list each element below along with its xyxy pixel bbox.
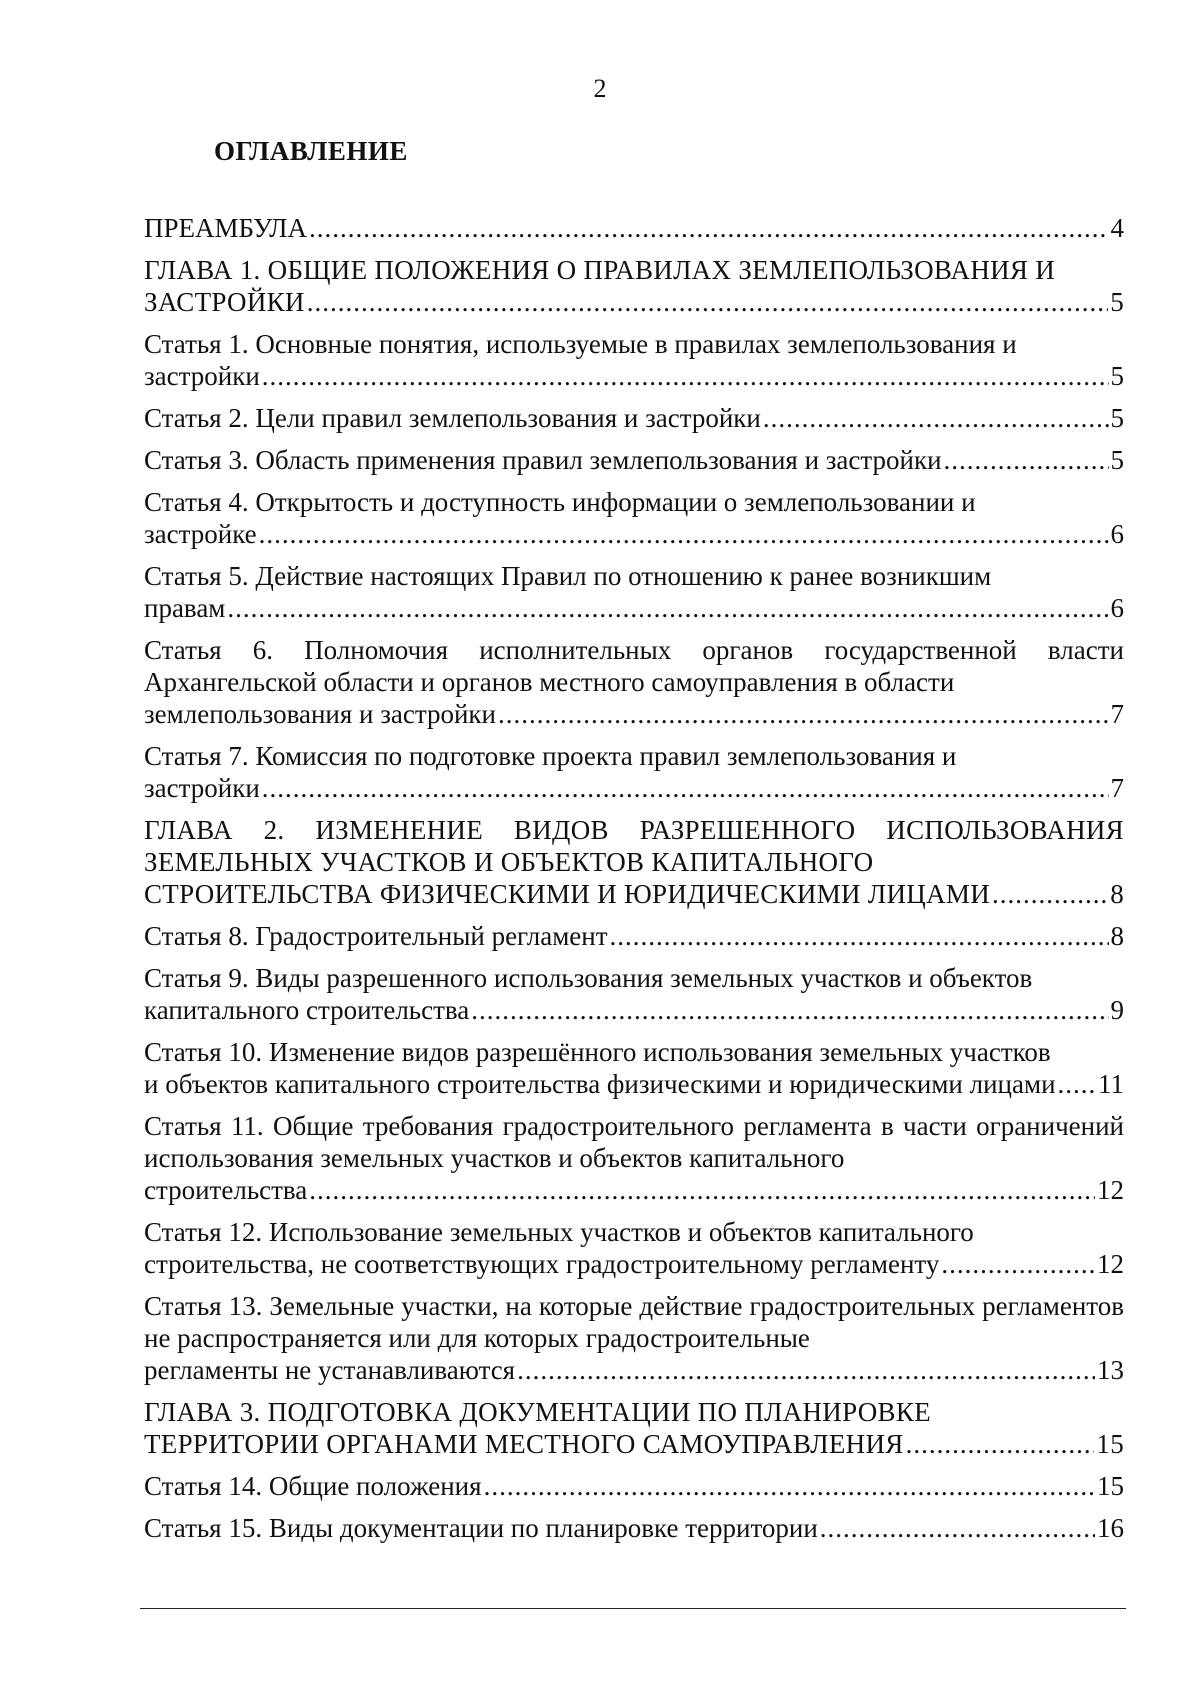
toc-entry-text-end: строительства [144,1175,308,1205]
toc-entry-line [144,1174,1124,1206]
toc-page-number: 9 [1110,995,1124,1025]
dot-leader [820,1512,1095,1544]
toc-entry-line [144,1512,1124,1544]
dot-leader [610,920,1109,952]
dot-leader [944,444,1109,476]
toc-entry[interactable] [144,1290,1124,1386]
toc-entry-text-end: Статья 3. Область применения правил землепользования и застройки [144,445,942,475]
toc-entry-text-end: Статья 2. Цели правил землепользования и застройки [144,403,761,433]
toc-entry-line [144,592,1124,624]
toc-entry-text-end: застройки [144,361,260,391]
footer-rule [140,1608,1126,1609]
toc-entry-line [144,1248,1124,1280]
toc-entry[interactable] [144,402,1124,434]
toc-entry-text-end: ТЕРРИТОРИИ ОРГАНАМИ МЕСТНОГО САМОУПРАВЛЕНИЯ [144,1429,904,1459]
toc-page-number: 12 [1097,1249,1124,1279]
toc-entry-text-end: ПРЕАМБУЛА [144,213,307,243]
toc-entry[interactable] [144,1512,1124,1544]
toc-page-number: 6 [1110,519,1124,549]
page-number: 2 [593,74,607,103]
toc-page-number: 12 [1097,1175,1124,1205]
toc-entry[interactable] [144,444,1124,476]
toc-entry-text-end: застройки [144,773,260,803]
toc-entry-line [144,1068,1124,1100]
toc-entry[interactable] [144,486,1124,550]
toc-entry-line [144,772,1124,804]
toc-entry-line [144,212,1124,244]
dot-leader [262,772,1109,804]
toc-entry-line [144,444,1124,476]
toc-title: ОГЛАВЛЕНИЕ [214,136,408,166]
toc-entry-line [144,360,1124,392]
toc-page-number: 5 [1110,361,1124,391]
toc-page-number: 5 [1110,403,1124,433]
toc-entry[interactable] [144,560,1124,624]
toc-entry-text: Статья 4. Открытость и доступность информации о землепользовании и [144,487,976,517]
dot-leader [471,994,1108,1026]
toc-entry-text: Статья 13. Земельные участки, на которые действие градостроительных регламентов не распространяется или для которых градостроительные [144,1291,1124,1353]
toc-entry-text: Статья 6. Полномочия исполнительных органов государственной власти Архангельской области и органов местного самоуправления в области [144,635,1124,697]
toc-entry-text-end: застройке [144,519,257,549]
toc-entry[interactable] [144,1036,1124,1100]
table-of-contents [144,212,1124,1554]
toc-entry-line [144,402,1124,434]
toc-entry-text: Статья 11. Общие требования градостроительного регламента в части ограничений использования земельных участков и объектов капитального [144,1111,1124,1173]
toc-entry-text: Статья 9. Виды разрешенного использования земельных участков и объектов [144,963,1033,993]
toc-entry-line [144,878,1124,910]
toc-entry-text: Статья 7. Комиссия по подготовке проекта правил землепользования и [144,741,957,771]
toc-page-number: 6 [1110,593,1124,623]
toc-entry[interactable] [144,740,1124,804]
toc-entry-text: Статья 1. Основные понятия, используемые в правилах землепользования и [144,329,1017,359]
toc-entry-line [144,1354,1124,1386]
toc-entry-text-end: и объектов капитального строительства физическими и юридическими лицами [144,1069,1056,1099]
dot-leader [1058,1068,1096,1100]
toc-entry[interactable] [144,962,1124,1026]
toc-page-number: 8 [1110,879,1124,909]
toc-entry-text-end: Статья 8. Градостроительный регламент [144,921,608,951]
toc-entry-text-end: СТРОИТЕЛЬСТВА ФИЗИЧЕСКИМИ И ЮРИДИЧЕСКИМИ ЛИЦАМИ [144,879,990,909]
dot-leader [309,212,1109,244]
dot-leader [227,592,1108,624]
toc-entry-text-end: капитального строительства [144,995,470,1025]
toc-entry-text-end: землепользования и застройки [144,699,497,729]
toc-entry-line [144,1428,1124,1460]
toc-entry[interactable] [144,254,1124,318]
toc-entry-text: ГЛАВА 3. ПОДГОТОВКА ДОКУМЕНТАЦИИ ПО ПЛАНИРОВКЕ [144,1397,931,1427]
dot-leader [309,1174,1095,1206]
toc-entry-text: Статья 5. Действие настоящих Правил по отношению к ранее возникшим [144,561,992,591]
toc-page-number: 16 [1097,1513,1124,1543]
toc-entry[interactable] [144,1470,1124,1502]
dot-leader [517,1354,1095,1386]
toc-entry-text-end: Статья 15. Виды документации по планировке территории [144,1513,818,1543]
toc-page-number: 5 [1110,445,1124,475]
toc-page-number: 7 [1110,773,1124,803]
toc-entry-line [144,518,1124,550]
toc-page-number: 7 [1110,699,1124,729]
toc-entry-text: ГЛАВА 1. ОБЩИЕ ПОЛОЖЕНИЯ О ПРАВИЛАХ ЗЕМЛЕПОЛЬЗОВАНИЯ И [144,255,1056,285]
dot-leader [941,1248,1095,1280]
toc-page-number: 8 [1110,921,1124,951]
toc-page-number: 15 [1096,1429,1124,1459]
toc-page-number: 13 [1097,1355,1124,1385]
toc-entry-text: ГЛАВА 2. ИЗМЕНЕНИЕ ВИДОВ РАЗРЕШЕННОГО ИСПОЛЬЗОВАНИЯ ЗЕМЕЛЬНЫХ УЧАСТКОВ И ОБЪЕКТОВ КАПИТАЛЬНОГО [144,815,1124,877]
toc-entry[interactable] [144,212,1124,244]
toc-entry-line [144,286,1124,318]
dot-leader [906,1428,1095,1460]
toc-entry-text: Статья 10. Изменение видов разрешённого использования земельных участков [144,1037,1051,1067]
dot-leader [498,698,1108,730]
toc-entry[interactable] [144,1216,1124,1280]
toc-entry-text-end: Статья 14. Общие положения [144,1471,482,1501]
toc-entry-line [144,1470,1124,1502]
toc-page-number: 4 [1110,213,1124,243]
toc-entry[interactable] [144,814,1124,910]
toc-entry[interactable] [144,1396,1124,1460]
toc-entry-text-end: строительства, не соответствующих градостроительному регламенту [144,1249,940,1279]
toc-entry[interactable] [144,328,1124,392]
dot-leader [484,1470,1095,1502]
toc-entry-text-end: правам [144,593,226,623]
toc-entry[interactable] [144,920,1124,952]
dot-leader [992,878,1108,910]
dot-leader [262,360,1109,392]
toc-entry-line [144,698,1124,730]
toc-page-number: 11 [1098,1069,1124,1099]
toc-entry-line [144,994,1124,1026]
dot-leader [259,518,1109,550]
toc-entry[interactable] [144,634,1124,730]
toc-entry-text: Статья 12. Использование земельных участков и объектов капитального [144,1217,974,1247]
toc-entry-text-end: ЗАСТРОЙКИ [144,287,305,317]
toc-entry-text-end: регламенты не устанавливаются [144,1355,516,1385]
toc-page-number: 15 [1097,1471,1124,1501]
toc-entry-line [144,920,1124,952]
toc-entry[interactable] [144,1110,1124,1206]
dot-leader [763,402,1109,434]
dot-leader [307,286,1108,318]
toc-page-number: 5 [1110,287,1124,317]
